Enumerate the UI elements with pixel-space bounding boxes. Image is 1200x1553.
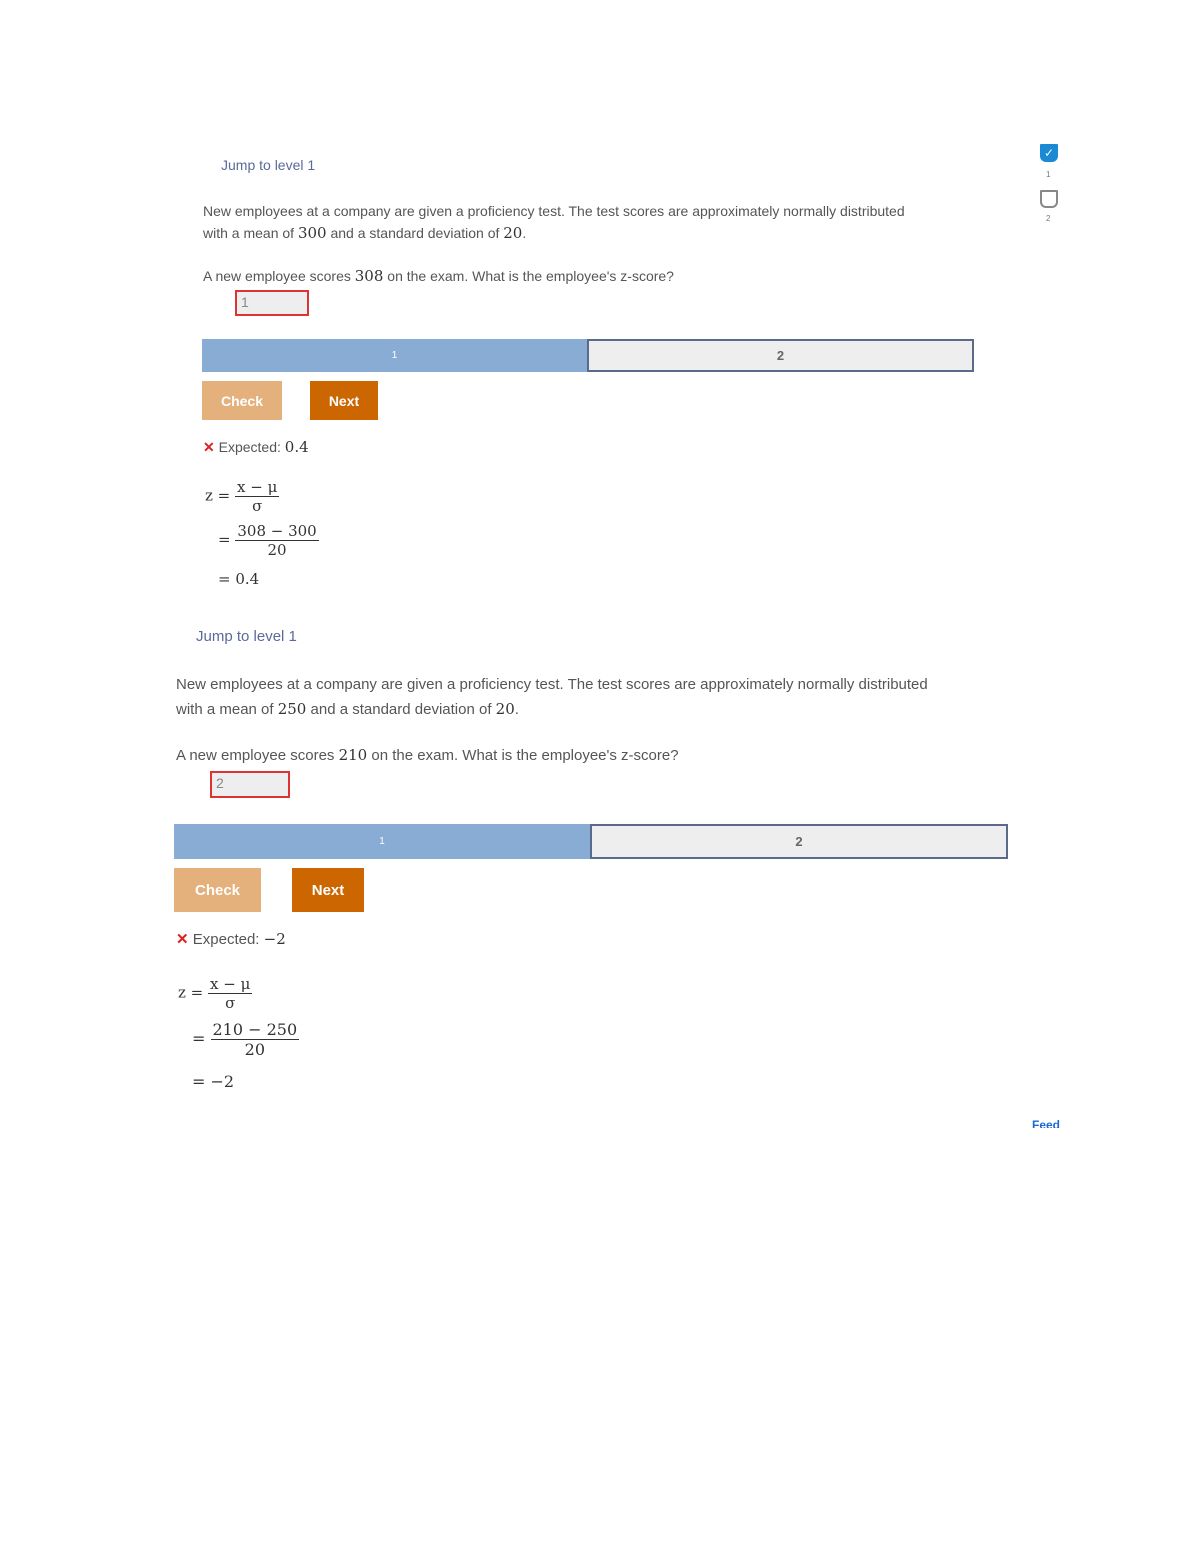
t: . xyxy=(522,225,527,241)
progress-segment-2[interactable]: 2 xyxy=(590,824,1008,859)
jump-to-level-link[interactable]: Jump to level 1 xyxy=(196,628,297,645)
level-2-number: 2 xyxy=(1046,214,1051,223)
question xyxy=(203,265,674,287)
den: σ xyxy=(252,497,263,515)
question xyxy=(176,744,679,767)
solution-eq-3: = −2 xyxy=(192,1072,235,1091)
t: A new employee scores xyxy=(176,747,339,764)
den: 20 xyxy=(244,1040,265,1059)
solution-eq-2 xyxy=(218,522,319,559)
t: = xyxy=(192,1029,206,1048)
den: σ xyxy=(225,994,236,1012)
check-button[interactable]: Check xyxy=(202,381,282,420)
check-button[interactable]: Check xyxy=(174,868,261,912)
num: x − μ xyxy=(237,478,278,496)
problem-line xyxy=(203,222,1003,244)
level-2-icon[interactable] xyxy=(1040,190,1058,208)
expected-feedback xyxy=(203,436,309,458)
t: = xyxy=(218,530,231,549)
t: . xyxy=(514,701,519,718)
mean: 300 xyxy=(297,224,327,242)
sd: 20 xyxy=(495,700,515,718)
problem-text xyxy=(203,200,1003,244)
problem-line: New employees at a company are given a proficiency test. The test scores are approximately normally distributed xyxy=(203,203,905,219)
level-1-number: 1 xyxy=(1046,170,1051,179)
t: and a standard deviation of xyxy=(326,225,504,241)
jump-to-level-link[interactable]: Jump to level 1 xyxy=(221,157,316,173)
num: 210 − 250 xyxy=(212,1020,298,1039)
x-icon: ✕ xyxy=(203,439,215,455)
expected-value: −2 xyxy=(263,930,286,948)
t: z = xyxy=(178,983,204,1002)
num: x − μ xyxy=(210,975,251,993)
mean: 250 xyxy=(277,700,307,718)
expected-value: 0.4 xyxy=(284,438,309,456)
expected-feedback xyxy=(176,928,286,951)
x-icon: ✕ xyxy=(176,931,189,948)
solution-eq-3: = 0.4 xyxy=(218,570,260,588)
sd: 20 xyxy=(503,224,523,242)
t: on the exam. What is the employee's z-score? xyxy=(367,747,679,764)
problem-line: New employees at a company are given a proficiency test. The test scores are approximately normally distributed xyxy=(176,676,928,693)
level-progress-bar xyxy=(202,339,974,372)
t: with a mean of xyxy=(176,701,278,718)
t: Expected: xyxy=(218,439,285,455)
next-button[interactable]: Next xyxy=(292,868,364,912)
score: 308 xyxy=(354,267,384,285)
den: 20 xyxy=(267,541,287,559)
answer-input[interactable]: 1 xyxy=(235,290,309,316)
next-button[interactable]: Next xyxy=(310,381,378,420)
solution-eq-2 xyxy=(192,1020,299,1059)
solution-eq-1 xyxy=(205,478,279,515)
solution-eq-1 xyxy=(178,975,252,1012)
feedback-link[interactable]: Feed xyxy=(1032,1118,1061,1128)
t: with a mean of xyxy=(203,225,298,241)
t: on the exam. What is the employee's z-score? xyxy=(383,268,674,284)
num: 308 − 300 xyxy=(237,522,317,540)
score: 210 xyxy=(338,746,368,764)
progress-segment-2[interactable]: 2 xyxy=(587,339,974,372)
progress-segment-1[interactable]: 1 xyxy=(174,824,590,859)
t: and a standard deviation of xyxy=(306,701,496,718)
answer-input[interactable]: 2 xyxy=(210,771,290,798)
problem-line xyxy=(176,697,1016,722)
t: z = xyxy=(205,486,231,505)
level-progress-bar xyxy=(174,824,1008,859)
problem-text xyxy=(176,673,1016,722)
level-1-check-icon[interactable]: ✓ xyxy=(1040,144,1058,162)
t: Expected: xyxy=(192,931,264,948)
t: A new employee scores xyxy=(203,268,355,284)
progress-segment-1[interactable]: 1 xyxy=(202,339,587,372)
